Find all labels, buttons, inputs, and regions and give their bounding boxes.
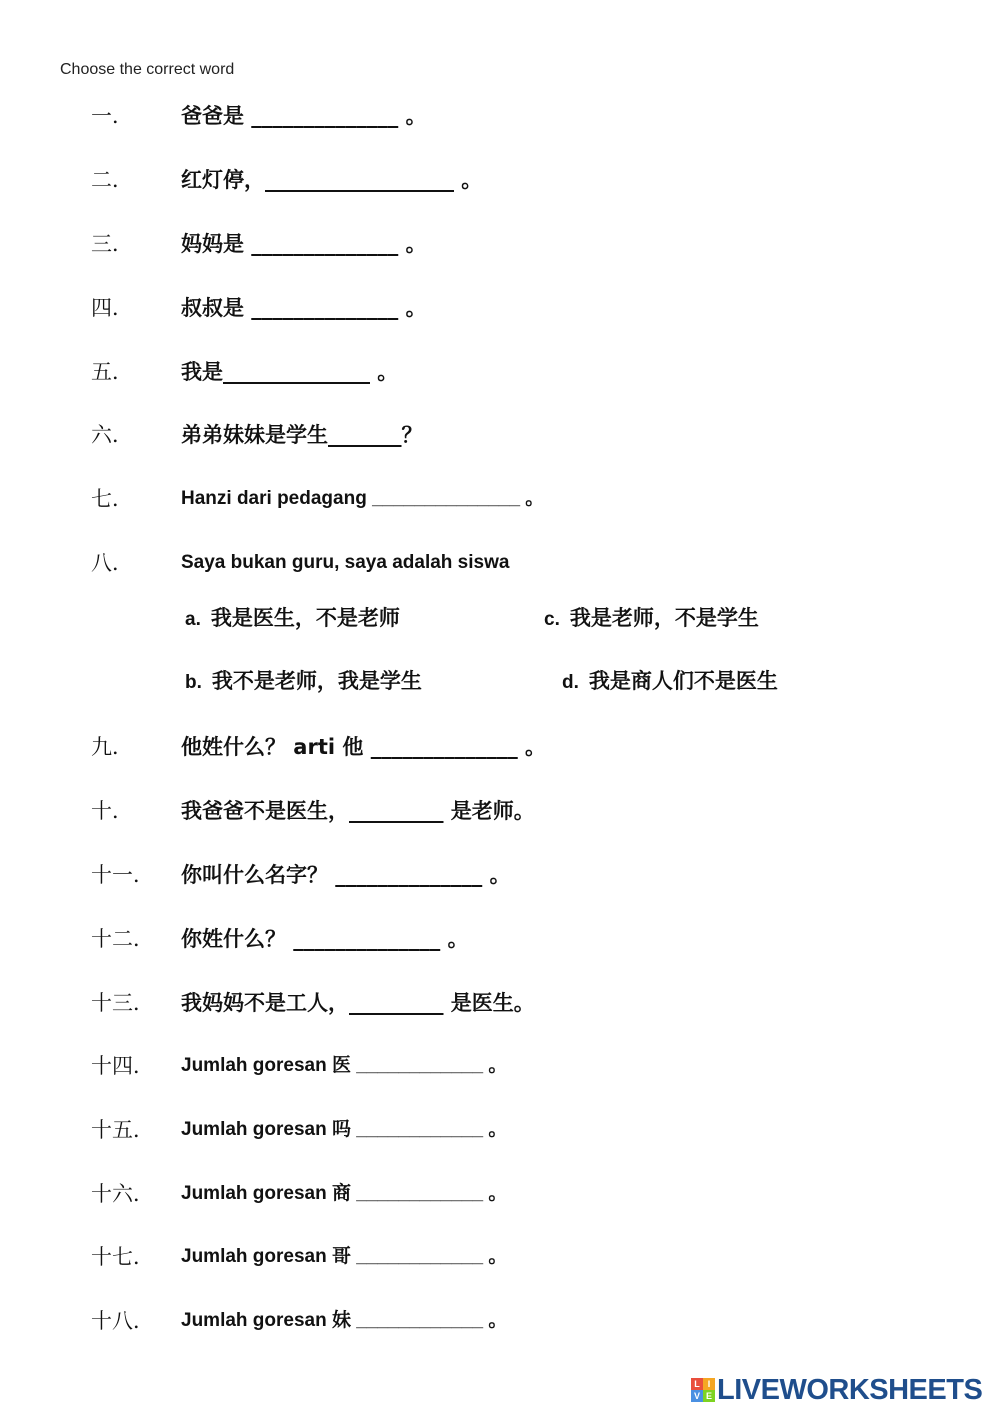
question-text: 我妈妈不是工人，_________ 是医生。 <box>181 991 535 1015</box>
question-number: 十一． <box>91 863 154 887</box>
question-text: Jumlah goresan 商 ____________ 。 <box>181 1183 508 1204</box>
question-14 <box>0 1046 1000 1086</box>
question-number: 十三． <box>91 991 154 1015</box>
option-c[interactable] <box>544 604 759 640</box>
logo-mark-letter: L <box>691 1378 703 1390</box>
question-number: 四． <box>91 296 133 320</box>
option-text: 我是商人们不是医生 <box>588 669 778 693</box>
option-letter: b. <box>185 672 202 693</box>
logo-mark-letter: E <box>703 1390 715 1402</box>
question-15 <box>0 1110 1000 1150</box>
question-text: Jumlah goresan 医 ____________ 。 <box>181 1055 508 1076</box>
question-number: 一． <box>91 104 133 128</box>
logo-mark-icon <box>691 1378 715 1402</box>
option-letter: c. <box>544 609 560 630</box>
question-number: 十二． <box>91 927 154 951</box>
question-6 <box>0 415 1000 455</box>
question-number: 三． <box>91 232 133 256</box>
question-number: 二． <box>91 168 133 192</box>
question-16 <box>0 1174 1000 1214</box>
question-number: 十五． <box>91 1118 154 1142</box>
option-a[interactable] <box>185 604 400 640</box>
question-text: 他姓什么？ arti 他 ______________ 。 <box>181 735 547 759</box>
question-number: 十． <box>91 799 133 823</box>
liveworksheets-logo[interactable] <box>691 1374 982 1406</box>
question-number: 十六． <box>91 1182 154 1206</box>
question-text: Saya bukan guru, saya adalah siswa <box>181 552 510 573</box>
question-text: 我是______________ 。 <box>181 360 399 384</box>
question-text: 你姓什么？ ______________ 。 <box>181 927 469 951</box>
question-18 <box>0 1301 1000 1341</box>
option-text: 我是老师，不是学生 <box>569 606 759 630</box>
instruction-text: Choose the correct word <box>60 61 235 78</box>
question-text: Hanzi dari pedagang ______________ 。 <box>181 488 545 509</box>
question-number: 八． <box>91 551 133 575</box>
question-13 <box>0 983 1000 1023</box>
option-b[interactable] <box>185 667 422 703</box>
option-text: 我不是老师，我是学生 <box>211 669 422 693</box>
question-text: 弟弟妹妹是学生_______？ <box>181 423 423 447</box>
question-number: 五． <box>91 360 133 384</box>
question-7 <box>0 479 1000 519</box>
question-text: Jumlah goresan 哥 ____________ 。 <box>181 1246 508 1267</box>
question-number: 六． <box>91 423 133 447</box>
option-letter: a. <box>185 609 201 630</box>
question-text: Jumlah goresan 吗 ____________ 。 <box>181 1119 508 1140</box>
question-8 <box>0 543 1000 583</box>
option-d[interactable] <box>562 667 778 703</box>
question-17 <box>0 1237 1000 1277</box>
question-text: 你叫什么名字？ ______________ 。 <box>181 863 511 887</box>
question-text: 红灯停，__________________ 。 <box>181 168 483 192</box>
question-text: 叔叔是 ______________ 。 <box>181 296 427 320</box>
question-11 <box>0 855 1000 895</box>
option-letter: d. <box>562 672 579 693</box>
question-number: 十四． <box>91 1054 154 1078</box>
question-text: 爸爸是 ______________ 。 <box>181 104 427 128</box>
logo-mark-letter: V <box>691 1390 703 1402</box>
question-number: 九． <box>91 735 133 759</box>
question-number: 十七． <box>91 1245 154 1269</box>
question-9 <box>0 727 1000 767</box>
question-text: 妈妈是 ______________ 。 <box>181 232 427 256</box>
option-text: 我是医生，不是老师 <box>210 606 400 630</box>
question-text: Jumlah goresan 妹 ____________ 。 <box>181 1310 508 1331</box>
question-10 <box>0 791 1000 831</box>
question-5 <box>0 352 1000 392</box>
question-3 <box>0 224 1000 264</box>
logo-mark-letter: I <box>703 1378 715 1390</box>
question-12 <box>0 919 1000 959</box>
logo-text: LIVEWORKSHEETS <box>717 1373 983 1406</box>
question-4 <box>0 288 1000 328</box>
question-number: 十八． <box>91 1309 154 1333</box>
question-2 <box>0 160 1000 200</box>
question-1 <box>0 96 1000 136</box>
question-text: 我爸爸不是医生，_________ 是老师。 <box>181 799 535 823</box>
question-number: 七． <box>91 487 133 511</box>
